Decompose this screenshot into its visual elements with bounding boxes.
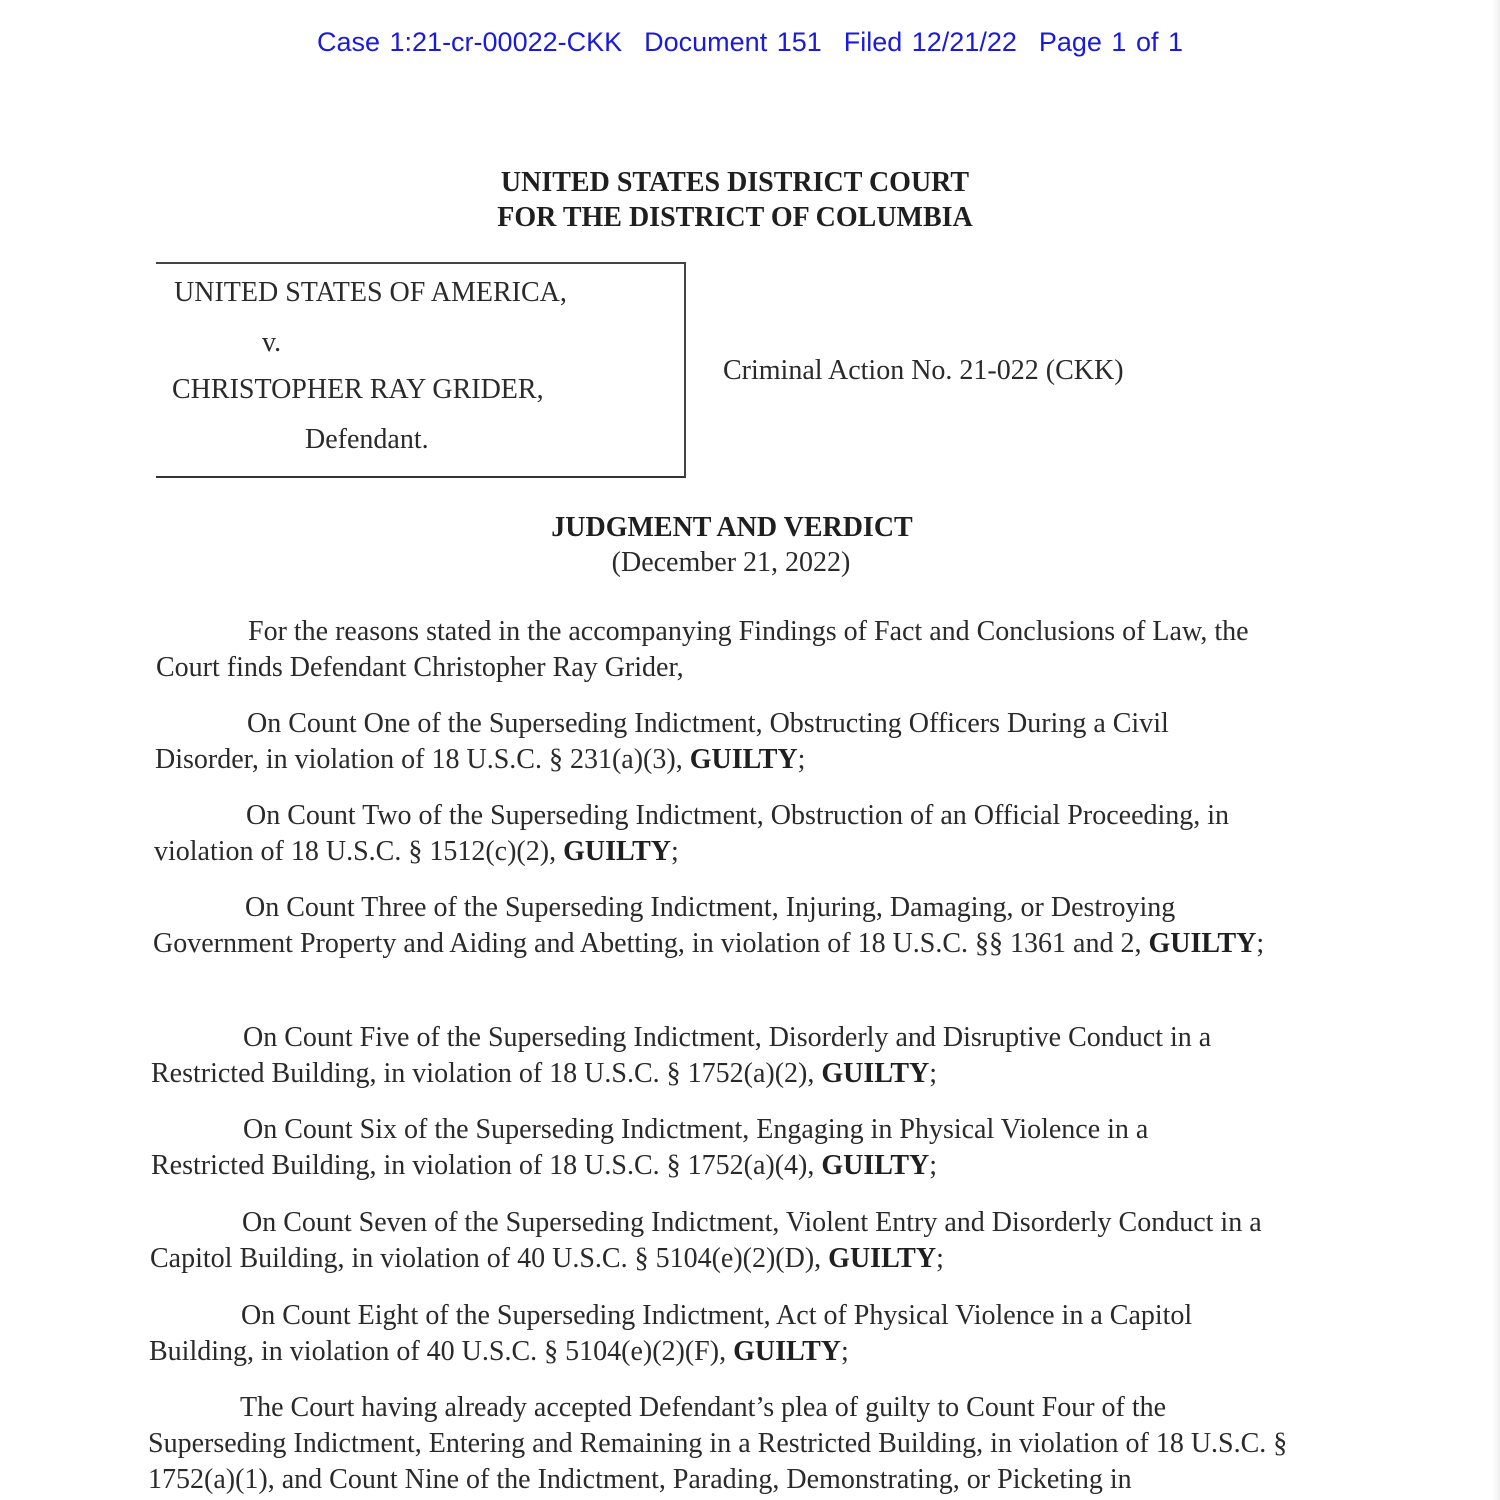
count-one-paragraph: On Count One of the Superseding Indictment, Obstructing Officers During a Civil Disorder, in violation of 18 U.S.C. § 231(a)(3), GUILTY; — [155, 708, 1169, 775]
caption-versus: v. — [262, 327, 282, 358]
verdict-guilty: GUILTY — [563, 836, 671, 867]
court-title-line1: UNITED STATES DISTRICT COURT — [500, 167, 970, 198]
plea-paragraph: The Court having already accepted Defendant’s plea of guilty to Count Four of the Superseding Indictment, Entering and Remaining in a Restricted Building, in violation of 18 U.S.C. § 1752(a)(1), and Count Nine of the Indictment, Parading, Demonstrating, or Picketing in — [148, 1392, 1288, 1495]
ecf-document-number: Document 151 — [644, 27, 822, 57]
count-two-paragraph: On Count Two of the Superseding Indictment, Obstruction of an Official Proceeding, in violation of 18 U.S.C. § 1512(c)(2), GUILTY; — [154, 800, 1230, 867]
count-six-paragraph: On Count Six of the Superseding Indictment, Engaging in Physical Violence in a Restricted Building, in violation of 18 U.S.C. § 1752(a)(4), GUILTY; — [151, 1114, 1149, 1181]
ecf-header — [0, 27, 1500, 58]
count-eight-paragraph: On Count Eight of the Superseding Indictment, Act of Physical Violence in a Capitol Building, in violation of 40 U.S.C. § 5104(e)(2)(F), GUILTY; — [149, 1300, 1193, 1367]
count-seven-paragraph: On Count Seven of the Superseding Indictment, Violent Entry and Disorderly Conduct in a Capitol Building, in violation of 40 U.S.C. § 5104(e)(2)(D), GUILTY; — [150, 1207, 1262, 1274]
intro-paragraph: For the reasons stated in the accompanying Findings of Fact and Conclusions of Law, the Court finds Defendant Christopher Ray Grider, — [156, 616, 1249, 683]
caption-defendant-name: CHRISTOPHER RAY GRIDER, — [172, 374, 544, 405]
ecf-page-count: Page 1 of 1 — [1038, 27, 1183, 57]
ecf-filed-date: Filed 12/21/22 — [843, 27, 1017, 57]
criminal-action-number: Criminal Action No. 21-022 (CKK) — [723, 355, 1124, 386]
count-three-paragraph: On Count Three of the Superseding Indictment, Injuring, Damaging, or Destroying Government Property and Aiding and Abetting, in violation of 18 U.S.C. §§ 1361 and 2, GUILTY; — [153, 892, 1265, 959]
court-title-line2: FOR THE DISTRICT OF COLUMBIA — [497, 202, 973, 233]
page-edge — [1492, 0, 1500, 1500]
court-title — [0, 165, 1470, 235]
verdict-guilty: GUILTY — [689, 744, 798, 775]
verdict-guilty: GUILTY — [821, 1150, 930, 1181]
caption-defendant-label: Defendant. — [305, 424, 429, 455]
document-title: JUDGMENT AND VERDICT — [551, 512, 913, 543]
verdict-guilty: GUILTY — [828, 1243, 937, 1274]
document-date: (December 21, 2022) — [611, 547, 851, 578]
ecf-case-number: Case 1:21-cr-00022-CKK — [316, 27, 623, 57]
verdict-guilty: GUILTY — [1148, 928, 1257, 959]
caption-plaintiff: UNITED STATES OF AMERICA, — [174, 277, 567, 308]
verdict-guilty: GUILTY — [821, 1058, 930, 1089]
count-five-paragraph: On Count Five of the Superseding Indictment, Disorderly and Disruptive Conduct in a Restricted Building, in violation of 18 U.S.C. § 1752(a)(2), GUILTY; — [151, 1022, 1212, 1089]
verdict-guilty: GUILTY — [733, 1336, 841, 1367]
